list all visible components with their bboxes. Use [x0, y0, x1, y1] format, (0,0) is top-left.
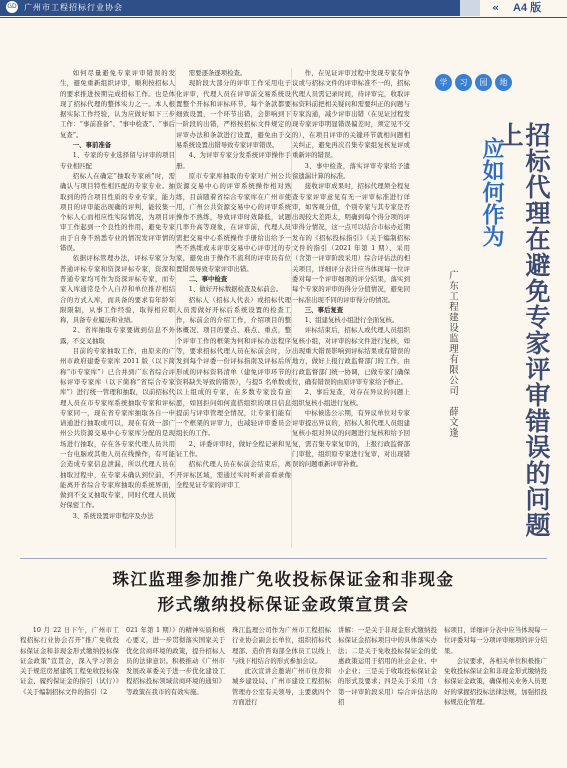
second-article-title — [20, 567, 547, 617]
article-subtitle: 应如何作为 — [479, 137, 505, 247]
paragraph: 10 月 22 日下午，广州市工程招标行业协会召开“推广免收投标保证金和非现金形式缴纳投标保证金政策”宣贯会，深入学习领会关于规范房屋建筑工程免收投标保证金、履约保证金的指引（试行）》《关于编制招标文件的指引（2 — [20, 626, 119, 696]
paragraph: 中标候选公示期，有异议单位对专家评审提出异议的，招标人和代理人员组建复核小组对异议的问题进行复核和给予回复，需召集专家复审的，上报行政监督部门审批，组织原专家进行复审，对出现错误的问题重新评审补救。 — [292, 408, 410, 469]
paragraph: 会议要求，各相关单位积极推广免收投标保证金和非现金形式缴纳投标保证金政策，确保相关业务人员更好的掌握招投标法律法规，加强招投标规范化管理。 — [444, 656, 547, 707]
section-tag: 习 — [455, 74, 472, 91]
second-article-title-line: 形式缴纳投标保证金政策宣贯会 — [157, 595, 410, 614]
paragraph: 讲解：一是关于非现金形式缴纳投标保证金招标项目中的具体落实办法；二是关于免收投标保证金的优惠政策运用于招用的社会企业、中小企业；三是关于收取投标保证金的形式及要求；四是关于采用（含第一评审阶段采用）综合评估法的招 — [338, 626, 437, 707]
paragraph: 珠江监理公司作为广州市工程招标行业协会副会长单位，组织招标代理部、造价咨询部全体员工以线上与线下相结合的形式参加会议。 — [232, 626, 331, 665]
paragraph: 需要逐条逐项检查。 — [188, 69, 247, 77]
paragraph: 2、省库抽取专家要做到信息不外露，不交叉抽取 — [60, 326, 175, 345]
paragraph: 现阶段大部分的评审工作采用电子化评审，代理人员在评审前交易系统设置整个开标和评标环节，每个条款都要细致设置，一个环节出错，会影响到下一阶段的出错，严格按招标文件规定的评审办法和条款进行设置，避免由于交易系统设置出错导致专家评审错误。 — [176, 79, 291, 150]
paragraph: 此次宣讲会邀请广州市住房和城乡建设局、广州市建设工程招标管理办公室有关领导，主要就四个方面进行 — [232, 667, 331, 707]
paragraph: 3、系统设置评审程序及办法 — [72, 511, 154, 520]
paragraph: 招标代理人员在标前会结束后，离开评标区域，需通过实时听录音看录像全程见证专家的评审工 — [176, 460, 291, 489]
section-tags — [435, 70, 515, 91]
paragraph: 1、组建复核小组进行全面复核。 — [304, 316, 399, 325]
publication-title: 广州市工程招标行业协会 — [24, 3, 123, 12]
paragraph: 接收评审成果时，招标代理须全程复查专家评审意见有无一评审标准进行详审，如客观分值，个别专家与其专家是否出现较大差距太，明确到每个得分项的评审得分情况，这一点可以结合市标办近期发布的《招标投标指引》《关于编制招标文件的指引（2021 年第 1 期）、采用（含第一评审阶段采用）综合评估法的相关项目，详细评分表计应当体现每一位评委对每一个评审细项的评分结果，落实到每个专家的评审的得分分值情况，避免同一标准出现不同的评审得分的情况。 — [292, 182, 410, 304]
article-author: 广东工程建设监理有限公司 薛文逢 — [447, 270, 458, 438]
section-divider — [20, 558, 547, 559]
section-heading: 三、事后复查 — [304, 305, 344, 314]
paragraph: 如何尽量避免专家评审错误的发生，避免重新组织评审，顺利按招标人的要求推进按期完成招标工作。也是体现了招标代理的整体实力之一。本人根据实际工作经验，认为应做好如下三步工作：“事前准备”、“事中检查”、“事后复查”。 — [60, 69, 175, 139]
section-tag: 园 — [475, 74, 492, 91]
header-bar — [0, 0, 460, 16]
second-article-column-1 — [20, 625, 119, 760]
paragraph: 评标结束后，招标人或代理人员组织复核小组，对评审的标文件进行复核，如出现重大错误影响到评标结果或有错误的地方，做好上报行政监督部门的工作，由行政监督部门统一协调，已做专家门确保位，确有错误的由原评审专家给予修正。 — [292, 326, 410, 386]
paragraph: 依据评标管理办法，评标专家分为普通评标专家和资深评标专家，资深和普通专家均可作为资深评标专家，而专家入库通常是个人自荐和单位推荐相结合的方式入库，而具备的要求有年龄年限限制，从事工作经验，取得相应职称，具备专业履历和业绩。 — [60, 254, 175, 325]
paragraph: 标项目，详细评分表中应当体现每一位评委对每一分项评审细项的评分结果。 — [444, 626, 547, 655]
section-heading: 一、事前准备 — [72, 141, 112, 150]
second-article-column-2 — [126, 625, 225, 760]
paragraph: 作，在见证评审过程中发现专家有争议或与招标文件的评审标准不一的，招标代理人员需记录时间，待评审完，收取评标资料前把相关疑问和需要纠正的问题与专家沟通，减少评审出错（在见证过程发现专家评审明显错误偏差时，须定见不交的），在项目评审的关键环节就相问题相关纠正，避免再次召集专家组复核复评或重新评的错误。 — [292, 69, 410, 160]
second-article-title-line: 珠江监理参加推广免收投标保证金和非现金 — [112, 570, 455, 589]
article-column-2 — [176, 68, 291, 548]
paragraph: 原市专家库抽取的专家对广州公共资源交易中心的评审系统操作相对熟练，目前随着省综合专家库在广州市使用，广州公共资源交易中心的评审系统操作不熟练，导致评审时效降低，试题几率升高等现象，在评审前，代理人员需把交易中心系统操作手册给出给予一些不熟练或未评审交易中心评审过的专家，避免由于操作不流利的评审员有位置错误导致专家评审出错。 — [176, 171, 291, 273]
page-number: A4 版 — [513, 2, 542, 14]
paragraph: 021 年第 1 期）》的精神实质和核心要义，进一步贯彻落实国家关于优化营商环境的政策，提升招标人员的法律意识。积极推动《广州市发展改革委关于进一步优化建设工程招标投标领域营商环境的通知》等政策在我市的有效实施。 — [126, 626, 225, 696]
page-header — [0, 0, 567, 22]
header-accent — [460, 0, 480, 16]
paragraph: 1、专家的专业选择留与评审的项目专业相匹配 — [60, 151, 175, 170]
paragraph: 招标人（招标人代表）或招标代理人员需做好开标后系统设置的检查工作，标前会的介绍工作，介绍项目的整体概况、项目的要点、难点、重点，整个评审工作的框架为何和评标办法程序等，要求招标代理人员在标前会时，分发到每个评委一份评标指南及评标后所形成的评标资料清单（建免评审环节的资料缺失导致的错误），与提5 名单数或以上组成的专家，在多数专家没有意愿，如回拒问如何直搭组织的项目信息提前与评审管理全情况，让专家们能有一个框架的评审力，也减轻评审委员会组长的工作。 — [176, 295, 291, 438]
association-logo-icon: GD — [6, 1, 18, 13]
section-heading: 二、事中检查 — [188, 274, 228, 283]
section-tag: 地 — [495, 74, 512, 91]
article-column-3 — [292, 68, 410, 548]
article-title-panel — [420, 40, 567, 550]
paragraph: 3、事中检查，落实评审专家给予遗留遗漏计算的标准。 — [292, 161, 410, 180]
paragraph: 招标人在确定“抽取专家函”时，需确认与项目特性相匹配的专家专业。抽取到的符合项目性质的专业专家，能力项目的评审能出现确的评判，能较集一个标人心而相应性实际情况，为项目评审工作起到一个良性的作用，避免专家由于自身不熟悉专业的情况发评审情的错误。 — [60, 171, 175, 253]
article-title: 招标代理在避免专家评审错误的问题上 — [495, 122, 551, 538]
second-article-column-3 — [232, 625, 331, 760]
paragraph: 2、评委评审时，做好全程记录和见证工作。 — [176, 439, 291, 458]
paragraph: 1、做好开标数据检查及标前会。 — [188, 285, 283, 294]
second-article-column-5 — [444, 625, 547, 760]
article-column-1 — [60, 68, 175, 548]
second-article-column-4 — [338, 625, 437, 760]
paragraph: 4、为评审专家分发系统评审操作手册。 — [176, 151, 291, 170]
header-rule — [0, 17, 567, 18]
chevron-left-icon: « — [492, 1, 500, 14]
section-tag: 学 — [435, 74, 452, 91]
paragraph: 目前的专家抽取工作，由原来的广州市政府建委专家库 2011 版（以下简称“市专家库”）已合并到广东省综合评标评审专家库（以下简称“省综合专家库”）进行统一管理和抽取，以前招标代理人员在市专家库系统抽取专家和评标专家同一，现在省专家库抽取各自一申请通进行抽取或可以，现在有效一部广州公共资源交易中心专家库分配的是现场进行抽取，存在各专家代理人员共用一台电脑或其他人员在线操作，有可能会造成专家信息泄漏，所以代理人员在抽取过程中，在专家未确认到位前，不能离开省综合专家库抽取的系统界面，做到不交叉抽取专家，同时代理人员做好保密工作。 — [60, 347, 175, 510]
paragraph: 2、事后复查，对存在异议的问题上组织复核小组进行复核。 — [292, 388, 410, 407]
